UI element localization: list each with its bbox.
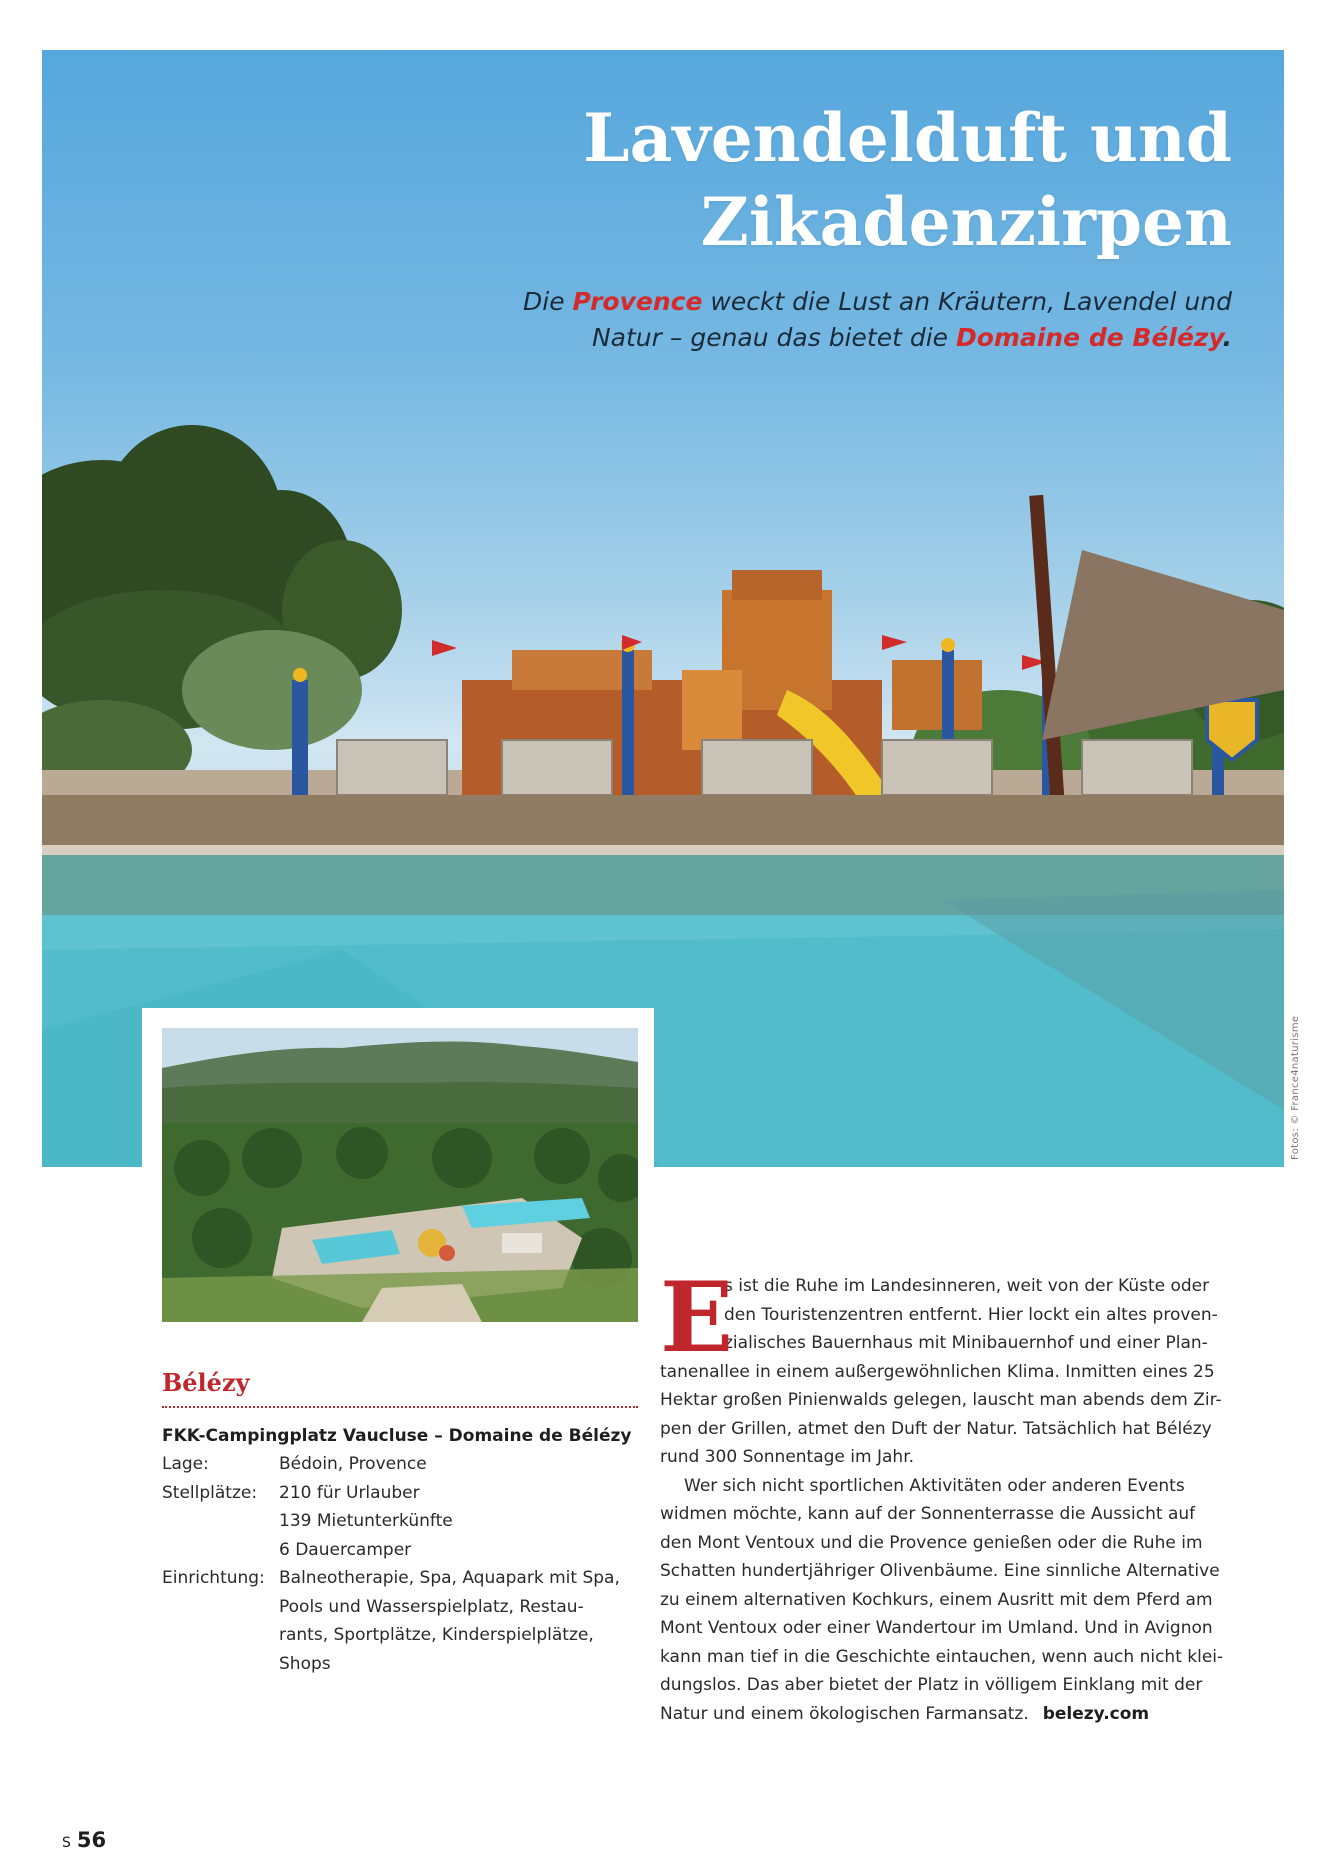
- fact-label: Stellplätze:: [162, 1482, 258, 1503]
- highlight-provence: Provence: [572, 287, 703, 316]
- article-line: Mont Ventoux oder einer Wandertour im Umland. Und in Avignon: [660, 1618, 1213, 1638]
- article-line: pen der Grillen, atmet den Duft der Natur. Tatsächlich hat Bélézy: [660, 1418, 1212, 1439]
- fact-box: [162, 1368, 638, 1678]
- article-line: Hektar großen Pinienwalds gelegen, lauscht man abends dem Zir-: [660, 1390, 1222, 1410]
- article-last-line: [660, 1700, 1244, 1729]
- headline: [472, 96, 1232, 264]
- subheadline: [452, 284, 1232, 356]
- fact-row-stellplaetze: [162, 1479, 638, 1565]
- fact-value: [279, 1479, 638, 1565]
- subheadline-text: .: [1222, 323, 1232, 352]
- article-line: widmen möchte, kann auf der Sonnenterrasse die Aussicht auf: [660, 1504, 1196, 1524]
- article-line: s ist die Ruhe im Landesinneren, weit von der Küste oder: [724, 1276, 1210, 1296]
- fact-row-einrichtung: [162, 1564, 638, 1678]
- article-line: Wer sich nicht sportlichen Aktivitäten oder anderen Events: [684, 1475, 1185, 1496]
- fact-box-title: Bélézy: [162, 1368, 638, 1408]
- fact-value-line: rants, Sportplätze, Kinderspielplätze,: [279, 1625, 594, 1645]
- fact-label: Einrichtung:: [162, 1568, 265, 1588]
- fact-value-line: 139 Mietunterkünfte: [279, 1511, 453, 1531]
- article-body: [660, 1261, 1244, 1728]
- article-line: den Mont Ventoux und die Provence genießen oder die Ruhe im: [660, 1532, 1203, 1553]
- article-line: tanenallee in einem außergewöhnlichen Klima. Inmitten eines 25: [660, 1361, 1215, 1382]
- article-line: Natur und einem ökologischen Farmansatz.: [660, 1703, 1029, 1724]
- subheadline-text: Die: [523, 287, 573, 316]
- article-line: den Touristenzentren entfernt. Hier lockt ein altes proven-: [724, 1304, 1218, 1325]
- fact-value-line: 210 für Urlauber: [279, 1482, 420, 1503]
- subheadline-text: Natur – genau das bietet die: [591, 323, 956, 352]
- website-link[interactable]: belezy.com: [1042, 1703, 1150, 1724]
- aerial-campsite-photo: [162, 1028, 638, 1322]
- aerial-scene: [162, 1028, 638, 1322]
- fact-value-line: Pools und Wasserspielplatz, Restau-: [279, 1596, 584, 1617]
- article-line: kann man tief in die Geschichte eintauchen, wenn auch nicht klei-: [660, 1646, 1224, 1667]
- hero-photo: [42, 50, 1284, 1167]
- fact-box-heading: FKK-Campingplatz Vaucluse – Domaine de Bélézy: [162, 1426, 632, 1446]
- photo-credit: Fotos: © France4naturisme: [1290, 1015, 1301, 1160]
- headline-line-1: Lavendelduft und: [583, 99, 1232, 177]
- fact-value-line: Bédoin, Provence: [279, 1454, 427, 1474]
- page-number-value: 56: [76, 1828, 107, 1852]
- article-line: zialisches Bauernhaus mit Minibauernhof und einer Plan-: [724, 1333, 1208, 1353]
- fact-value-line: Balneotherapie, Spa, Aquapark mit Spa,: [279, 1568, 620, 1588]
- fact-row-lage: [162, 1450, 638, 1479]
- highlight-domaine: Domaine de Bélézy: [955, 323, 1223, 352]
- page-number: [62, 1828, 106, 1852]
- article-line: dungslos. Das aber bietet der Platz in völligem Einklang mit der: [660, 1675, 1203, 1695]
- headline-line-2: Zikadenzirpen: [700, 183, 1232, 261]
- drop-cap: E: [660, 1261, 734, 1374]
- fact-value: [279, 1564, 638, 1678]
- fact-value: [279, 1450, 638, 1479]
- fact-value-line: Shops: [279, 1653, 331, 1674]
- article-line: Schatten hundertjähriger Olivenbäume. Eine sinnliche Alternative: [660, 1561, 1220, 1581]
- article-line: rund 300 Sonnentage im Jahr.: [660, 1447, 915, 1467]
- page-prefix: S: [62, 1835, 71, 1851]
- article-line: zu einem alternativen Kochkurs, einem Ausritt mit dem Pferd am: [660, 1589, 1213, 1610]
- fact-value-line: 6 Dauercamper: [279, 1539, 412, 1560]
- fact-label: Lage:: [162, 1454, 209, 1474]
- subheadline-text: weckt die Lust an Kräutern, Lavendel und: [702, 287, 1232, 316]
